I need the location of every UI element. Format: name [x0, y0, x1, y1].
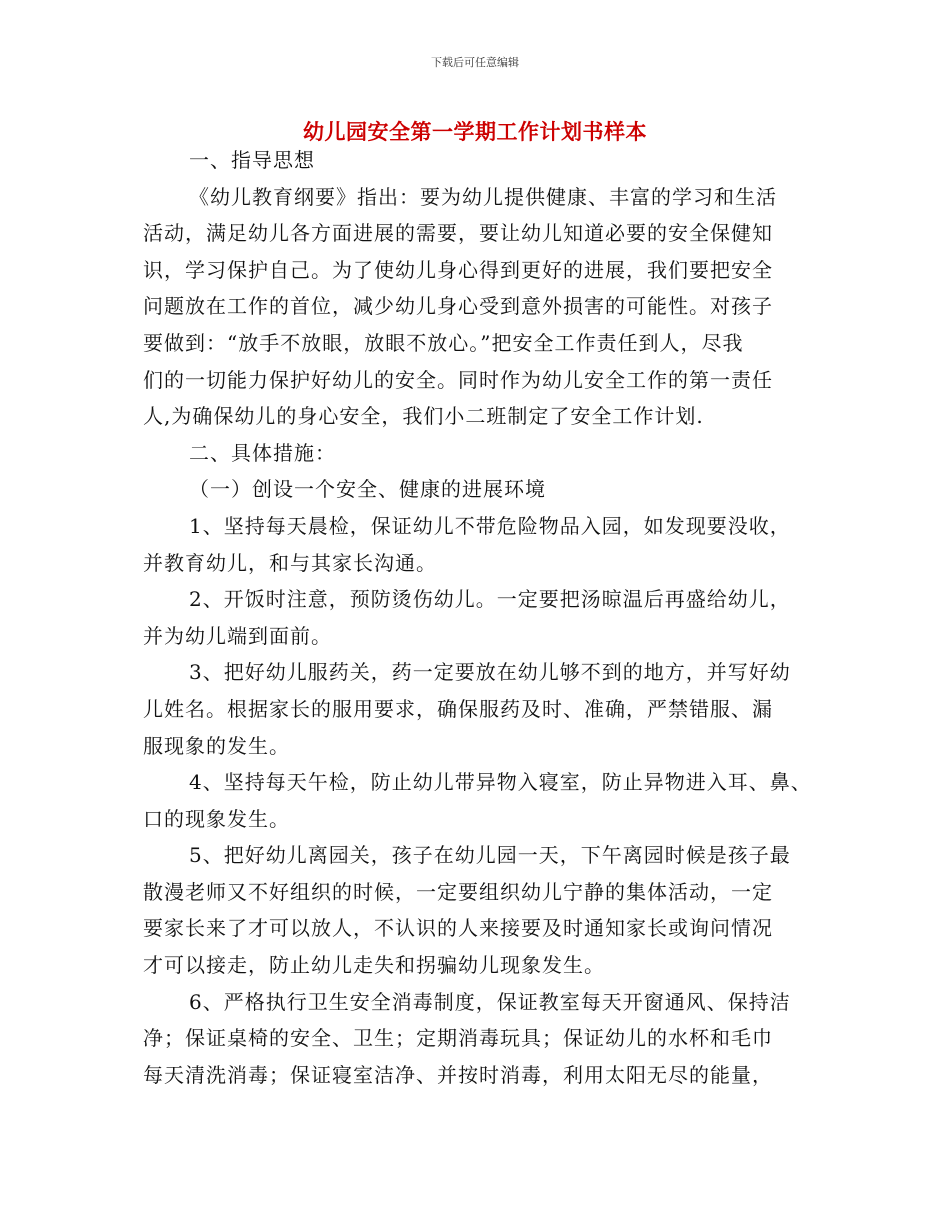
body-line: 二、具体措施：	[189, 440, 336, 465]
body-line: 6、严格执行卫生安全消毒制度，保证教室每天开窗通风、保持洁	[189, 989, 791, 1014]
body-line: 问题放在工作的首位，减少幼儿身心受到意外损害的可能性。对孩子	[143, 294, 773, 319]
body-line: 儿姓名。根据家长的服用要求，确保服药及时、准确，严禁错服、漏	[143, 696, 773, 721]
body-line: 一、指导思想	[189, 148, 315, 172]
body-line: 《幼儿教育纲要》指出：要为幼儿提供健康、丰富的学习和生活	[189, 184, 777, 209]
body-line: 要家长来了才可以放人，不认识的人来接要及时通知家长或询问情况	[143, 916, 773, 941]
body-line: 活动，满足幼儿各方面进展的需要，要让幼儿知道必要的安全保健知	[143, 221, 773, 246]
body-line: 3、把好幼儿服药关，药一定要放在幼儿够不到的地方，并写好幼	[189, 660, 791, 685]
body-line: 并教育幼儿，和与其家长沟通。	[143, 550, 437, 575]
body-line: 净；保证桌椅的安全、卫生；定期消毒玩具；保证幼儿的水杯和毛巾	[143, 1026, 773, 1051]
body-line: 4、坚持每天午检，防止幼儿带异物入寝室，防止异物进入耳、鼻、	[189, 770, 812, 795]
body-line: 识，学习保护自己。为了使幼儿身心得到更好的进展，我们要把安全	[143, 257, 773, 282]
body-line: 要做到：“放手不放眼，放眼不放心。”把安全工作责任到人，尽我	[143, 330, 744, 355]
document-title: 幼儿园安全第一学期工作计划书样本	[303, 120, 647, 144]
body-line: 口的现象发生。	[143, 806, 290, 831]
body-line: 散漫老师又不好组织的时候，一定要组织幼儿宁静的集体活动，一定	[143, 879, 773, 904]
body-line: 并为幼儿端到面前。	[143, 623, 332, 648]
body-line: （一）创设一个安全、健康的进展环境	[189, 477, 546, 502]
page-header-note: 下载后可任意编辑	[431, 56, 519, 69]
body-line: 5、把好幼儿离园关，孩子在幼儿园一天，下午离园时候是孩子最	[189, 843, 791, 868]
body-line: 每天清洗消毒；保证寝室洁净、并按时消毒，利用太阳无尽的能量，	[143, 1062, 773, 1087]
body-line: 服现象的发生。	[143, 733, 290, 758]
body-line: 1、坚持每天晨检，保证幼儿不带危险物品入园，如发现要没收，	[189, 513, 791, 538]
body-line: 才可以接走，防止幼儿走失和拐骗幼儿现象发生。	[143, 953, 605, 978]
body-line: 们的一切能力保护好幼儿的安全。同时作为幼儿安全工作的第一责任	[143, 367, 773, 392]
document-body	[143, 142, 833, 1093]
body-line: 2、开饭时注意，预防烫伤幼儿。一定要把汤晾温后再盛给幼儿，	[189, 587, 791, 612]
body-line: 人,为确保幼儿的身心安全，我们小二班制定了安全工作计划.	[143, 404, 704, 429]
